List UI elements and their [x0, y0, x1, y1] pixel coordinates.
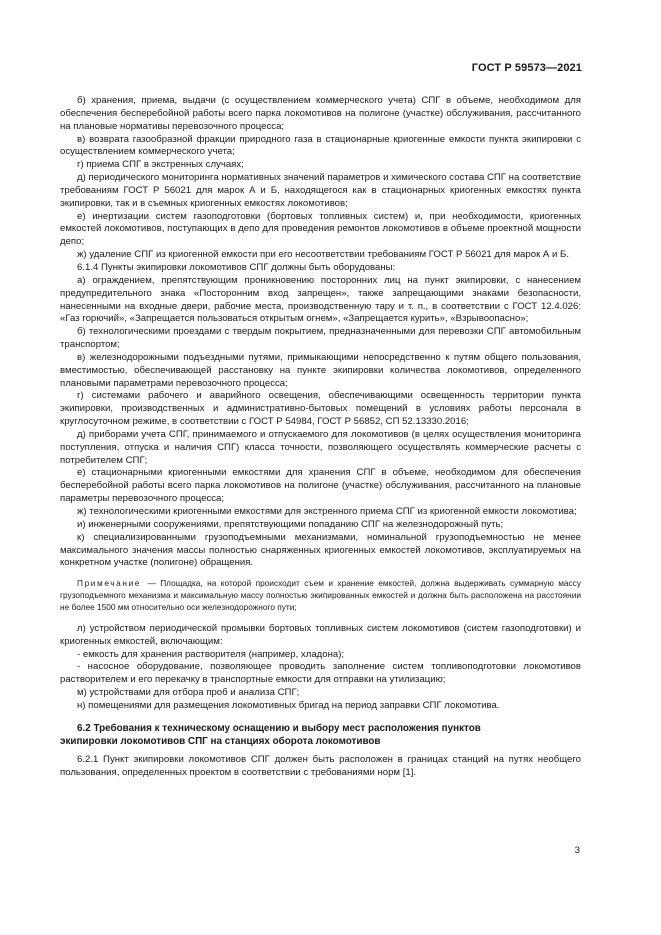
paragraph-group-b: [60, 623, 581, 713]
paragraph-group-c: [60, 754, 581, 780]
paragraph: ж) удаление СПГ из криогенной емкости при его несоответствии требованиям ГОСТ Р 56021 для марок А и Б.: [77, 249, 569, 261]
document-code-header: ГОСТ Р 59573—2021: [471, 62, 582, 74]
paragraph: г) приема СПГ в экстренных случаях;: [77, 159, 244, 171]
paragraph: д) приборами учета СПГ, принимаемого и отпускаемого для локомотивов (в целях осуществления мониторинга поступления, отпуска и наличия СПГ) класса точности, позволяющего осуществлять коммерческие расчеты с потребителем СПГ;: [60, 428, 581, 466]
paragraph: е) стационарными криогенными емкостями для хранения СПГ в объеме, необходимом для обеспечения бесперебойной работы всего парка локомотивов на полигоне (участке) обслуживания, рассчитанного на плановые параметры перевозочного процесса;: [60, 467, 581, 505]
paragraph: м) устройствами для отбора проб и анализа СПГ;: [77, 687, 300, 699]
paragraph: 6.1.4 Пункты экипировки локомотивов СПГ должны быть оборудованы:: [77, 261, 396, 273]
paragraph: в) железнодорожными подъездными путями, примыкающими непосредственно к путям общего пользования, вместимостью, обеспечивающей расстановку на пункте экипировки количества локомотивов, определенного плановыми параметрами перевозочного процесса;: [60, 351, 581, 389]
paragraph: и) инженерными сооружениями, препятствующими попаданию СПГ на железнодорожный путь;: [77, 518, 504, 530]
section-heading-line-2: экипировки локомотивов СПГ на станциях оборота локомотивов: [60, 735, 381, 747]
paragraph: л) устройством периодической промывки бортовых топливных систем локомотивов (систем газоподготовки) и криогенных емкостей, включающим:: [60, 622, 581, 647]
paragraph: н) помещениями для размещения локомотивных бригад на период заправки СПГ локомотива.: [77, 700, 500, 711]
paragraph: 6.2.1 Пункт экипировки локомотивов СПГ должен быть расположен в границах станций на путях необщего пользования, определенных проектом в соответствии с требованиями норм [1].: [60, 753, 581, 778]
paragraph: а) ограждением, препятствующим проникновению посторонних лиц на пункт экипировки, с нанесением предупредительного знака «Посторонним вход запрещен», также запрещающими знаками безопасности, нанесенными на входные двери, рабочие места, производственную тару и т. п., в соответствии с ГОСТ 12.4.026: «Газ горючий», «Запрещается пользоваться открытым огнем», «Запрещается курить», «Взрывоопасно»;: [60, 274, 581, 325]
paragraph: в) возврата газообразной фракции природного газа в стационарные криогенные емкости пункта экипировки с осуществлением коммерческого учета;: [60, 133, 581, 158]
paragraph: - насосное оборудование, позволяющее проводить заполнение систем топливоподготовки локомотивов растворителем и его перекачку в транспортные емкости для отправки на утилизацию;: [60, 661, 581, 686]
paragraph: - емкость для хранения растворителя (например, хладона);: [77, 648, 345, 660]
note-text: — Площадка, на которой происходит съем и хранение емкостей, должна выдерживать суммарную массу грузоподъемного механизма и максимальную массу полностью экипированных емкостей и должна быть расположена на расстоянии не более 1500 мм относительно оси железнодорожного пути;: [60, 578, 581, 613]
paragraph-group-a: [60, 95, 581, 570]
paragraph: б) технологическими проездами с твердым покрытием, предназначенными для перевозки СПГ автомобильным транспортом;: [60, 326, 581, 351]
paragraph: д) периодического мониторинга нормативных значений параметров и химического состава СПГ на соответствие требованиям ГОСТ Р 56021 для марок А и Б, находящегося как в стационарных криогенных емкостях пункта экипировки, так и в съемных криогенных емкостях локомотивов;: [60, 172, 581, 209]
page-number: 3: [574, 845, 580, 856]
section-heading-6-2: [60, 722, 581, 748]
paragraph: г) системами рабочего и аварийного освещения, обеспечивающими освещенность территории пункта экипировки, производственных и административно-бытовых помещений в условиях работы персонала в круглосуточном режиме, в соответствии с ГОСТ Р 54984, ГОСТ Р 56852, СП 52.13330.2016;: [60, 390, 581, 428]
paragraph: б) хранения, приема, выдачи (с осуществлением коммерческого учета) СПГ в объеме, необходимом для обеспечения бесперебойной работы всего парка локомотивов на полигоне (участке) обслуживания, рассчитанного на плановые нормативы перевозочного процесса;: [60, 95, 581, 132]
section-heading-line-1: 6.2 Требования к техническому оснащению и выбору мест расположения пунктов: [77, 722, 481, 734]
paragraph: ж) технологическими криогенными емкостями для экстренного приема СПГ из криогенной емкости локомотива;: [77, 506, 577, 517]
document-body: [60, 95, 581, 780]
note-paragraph: [60, 578, 581, 614]
paragraph: к) специализированными грузоподъемными механизмами, номинальной грузоподъемностью не менее максимального значения массы полностью снаряженных криогенных емкостей локомотивов, эксплуатируемых на конкретном участке (полигоне) обращения.: [60, 531, 581, 569]
paragraph: е) инертизации систем газоподготовки (бортовых топливных систем) и, при необходимости, криогенных емкостей локомотивов, поступающих в депо для проведения ремонтов локомотивов в объеме проектной мощности депо;: [60, 210, 581, 248]
note-label: Примечание: [77, 578, 142, 589]
